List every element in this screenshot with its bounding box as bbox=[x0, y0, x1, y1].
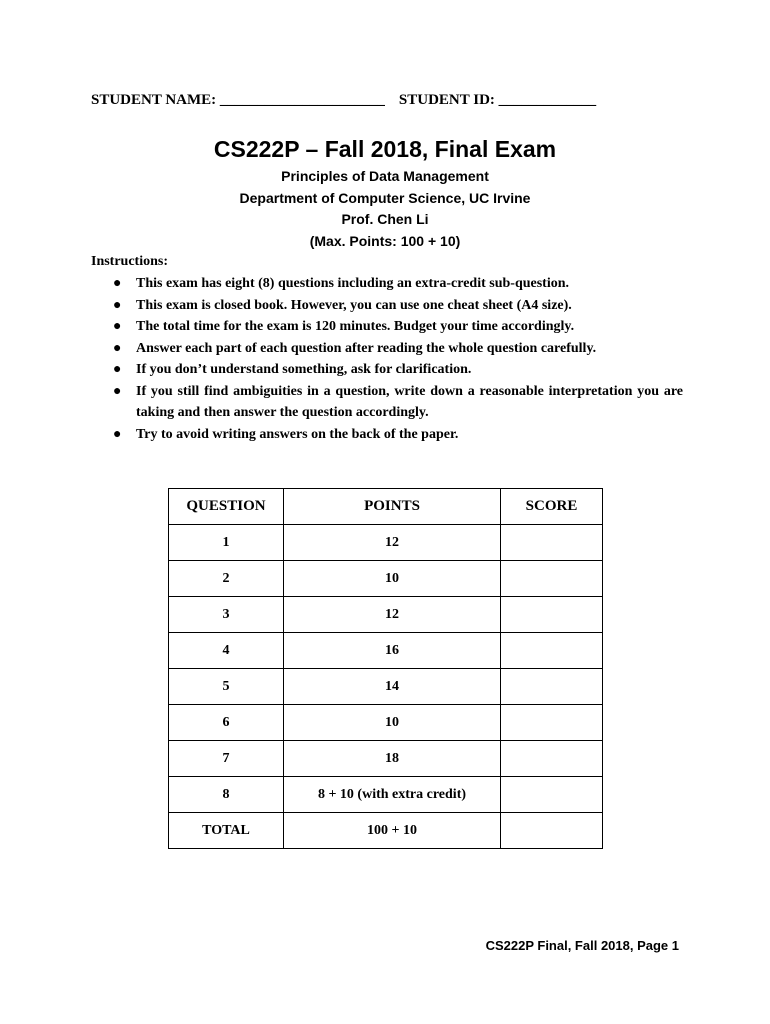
score-cell[interactable] bbox=[501, 525, 603, 561]
question-cell: 2 bbox=[169, 561, 284, 597]
instruction-item: ● If you still find ambiguities in a question, write down a reasonable interpretation you are taking and then answer the question accordingly. bbox=[113, 381, 683, 424]
score-cell[interactable] bbox=[501, 741, 603, 777]
bullet-icon: ● bbox=[113, 340, 122, 356]
question-cell: 6 bbox=[169, 705, 284, 741]
table-row bbox=[169, 525, 603, 561]
question-column-header: QUESTION bbox=[169, 489, 284, 525]
score-cell[interactable] bbox=[501, 705, 603, 741]
max-points: (Max. Points: 100 + 10) bbox=[309, 233, 461, 249]
course-name: Principles of Data Management bbox=[281, 168, 489, 184]
points-cell: 12 bbox=[284, 597, 501, 633]
question-cell: 7 bbox=[169, 741, 284, 777]
page-footer: CS222P Final, Fall 2018, Page 1 bbox=[485, 938, 679, 953]
points-cell: 14 bbox=[284, 669, 501, 705]
bullet-icon: ● bbox=[113, 383, 122, 399]
question-cell: 8 bbox=[169, 777, 284, 813]
student-info-line bbox=[91, 92, 596, 109]
table-row bbox=[169, 705, 603, 741]
score-cell[interactable] bbox=[501, 777, 603, 813]
table-row bbox=[169, 669, 603, 705]
bullet-icon: ● bbox=[113, 426, 122, 442]
department-name: Department of Computer Science, UC Irvine bbox=[239, 190, 531, 206]
instructions-heading: Instructions: bbox=[91, 254, 169, 269]
question-cell: 3 bbox=[169, 597, 284, 633]
question-cell: 5 bbox=[169, 669, 284, 705]
score-cell[interactable] bbox=[501, 669, 603, 705]
bullet-icon: ● bbox=[113, 362, 122, 377]
table-row bbox=[169, 597, 603, 633]
bullet-icon: ● bbox=[113, 319, 122, 334]
total-label-cell: TOTAL bbox=[169, 813, 284, 849]
instruction-item: ● This exam is closed book. However, you can use one cheat sheet (A4 size). bbox=[113, 295, 683, 317]
table-row bbox=[169, 777, 603, 813]
points-cell: 12 bbox=[284, 525, 501, 561]
student-id-field: STUDENT ID: _____________ bbox=[398, 92, 597, 108]
score-column-header: SCORE bbox=[501, 489, 603, 525]
instruction-item: ● This exam has eight (8) questions including an extra-credit sub-question. bbox=[113, 273, 683, 295]
total-score-cell[interactable] bbox=[501, 813, 603, 849]
table-row bbox=[169, 561, 603, 597]
score-cell[interactable] bbox=[501, 633, 603, 669]
bullet-icon: ● bbox=[113, 297, 122, 313]
score-cell[interactable] bbox=[501, 561, 603, 597]
question-cell: 1 bbox=[169, 525, 284, 561]
instructions-list bbox=[113, 273, 683, 445]
instruction-item: ● Try to avoid writing answers on the back of the paper. bbox=[113, 424, 683, 446]
score-cell[interactable] bbox=[501, 597, 603, 633]
student-name-field: STUDENT NAME: ______________________ bbox=[91, 92, 385, 108]
total-points-cell: 100 + 10 bbox=[284, 813, 501, 849]
table-total-row bbox=[169, 813, 603, 849]
points-column-header: POINTS bbox=[284, 489, 501, 525]
exam-title: CS222P – Fall 2018, Final Exam bbox=[213, 136, 557, 162]
score-table bbox=[168, 488, 603, 849]
instruction-item: ● The total time for the exam is 120 minutes. Budget your time accordingly. bbox=[113, 316, 683, 338]
table-row bbox=[169, 633, 603, 669]
points-cell: 8 + 10 (with extra credit) bbox=[284, 777, 501, 813]
table-row bbox=[169, 741, 603, 777]
instruction-item: ● If you don’t understand something, ask for clarification. bbox=[113, 359, 683, 381]
instruction-item: ● Answer each part of each question after reading the whole question carefully. bbox=[113, 338, 683, 360]
points-cell: 16 bbox=[284, 633, 501, 669]
bullet-icon: ● bbox=[113, 276, 122, 291]
points-cell: 18 bbox=[284, 741, 501, 777]
table-header-row bbox=[169, 489, 603, 525]
question-cell: 4 bbox=[169, 633, 284, 669]
points-cell: 10 bbox=[284, 561, 501, 597]
points-cell: 10 bbox=[284, 705, 501, 741]
professor-name: Prof. Chen Li bbox=[341, 211, 429, 227]
